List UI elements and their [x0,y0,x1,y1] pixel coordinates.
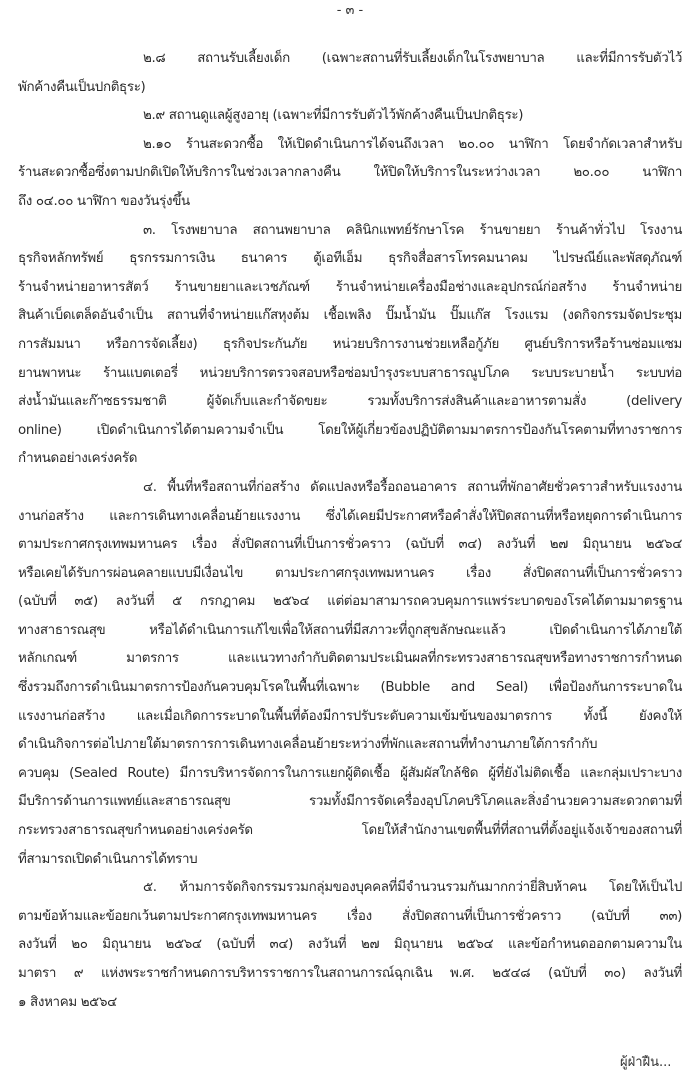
clause-5-line: ลงวันที่ ๒๐ มิถุนายน ๒๕๖๔ (ฉบับที่ ๓๔) ลงวันที่ ๒๗ มิถุนายน ๒๕๖๔ และข้อกำหนดออกตามความใน [18,937,682,953]
clause-4-line: (ฉบับที่ ๓๕) ลงวันที่ ๕ กรกฎาคม ๒๕๖๔ แต่ต่อมาสามารถควบคุมการแพร่ระบาดของโรคได้ตามมาตรฐาน [18,594,682,610]
clause-2-10-line: ถึง ๐๔.๐๐ นาฬิกา ของวันรุ่งขึ้น [18,193,190,209]
clause-4-line: หรือเคยได้รับการผ่อนคลายแบบมีเงื่อนไข ตามประกาศกรุงเทพมหานคร เรื่อง สั่งปิดสถานที่เป็นการชั่วคราว [18,565,682,581]
clause-5-line: มาตรา ๙ แห่งพระราชกำหนดการบริหารราชการในสถานการณ์ฉุกเฉิน พ.ศ. ๒๕๔๘ (ฉบับที่ ๓๐) ลงวันที่ [18,966,682,981]
clause-4-line: มีบริการด้านการแพทย์และสาธารณสุข รวมทั้งมีการจัดเครื่องอุปโภคบริโภคและสิ่งอำนวยความสะดวกตามที่ [18,794,682,810]
page-number: - ๓ - [336,3,364,18]
document-body [18,45,682,1017]
clause-4-line: ซึ่งรวมถึงการดำเนินมาตรการป้องกันควบคุมโรคในพื้นที่เฉพาะ (Bubble and Seal) เพื่อป้องกันการระบาดใน [18,680,682,696]
clause-2-8-line: ๒.๘ สถานรับเลี้ยงเด็ก (เฉพาะสถานที่รับเลี้ยงเด็กในโรงพยาบาล และที่มีการรับตัวไว้ [143,51,682,66]
clause-3-line: สินค้าเบ็ดเตล็ดอันจำเป็น สถานที่จำหน่ายแก๊สหุงต้ม เชื้อเพลิง ปั๊มน้ำมัน ปั๊มแก๊ส โรงแรม (งดกิจกรรมจัดประชุม [18,308,682,324]
clause-3-line: online) เปิดดำเนินการได้ตามความจำเป็น โดยให้ผู้เกี่ยวข้องปฏิบัติตามมาตรการป้องกันโรคตามที่ทางราชการ [18,422,682,438]
clause-3-line: ร้านจำหน่ายอาหารสัตว์ ร้านขายยาและเวชภัณฑ์ ร้านจำหน่ายเครื่องมือช่างและอุปกรณ์ก่อสร้าง ร้านจำหน่าย [18,279,682,295]
clause-3-line: ธุรกิจหลักทรัพย์ ธุรกรรมการเงิน ธนาคาร ตู้เอทีเอ็ม ธุรกิจสื่อสารโทรคมนาคม ไปรษณีย์และพัสดุภัณฑ์ [18,251,682,267]
clause-4-line: ตามประกาศกรุงเทพมหานคร เรื่อง สั่งปิดสถานที่เป็นการชั่วคราว (ฉบับที่ ๓๔) ลงวันที่ ๒๗ มิถุนายน ๒๕๖๔ [18,537,682,553]
clause-2-8-line: พักค้างคืนเป็นปกติธุระ) [18,79,146,95]
clause-5-line: ตามข้อห้ามและข้อยกเว้นตามประกาศกรุงเทพมหานคร เรื่อง สั่งปิดสถานที่เป็นการชั่วคราว (ฉบับที่ ๓๓) [18,908,682,924]
clause-3-line: ส่งน้ำมันและก๊าซธรรมชาติ ผู้จัดเก็บและกำจัดขยะ รวมทั้งบริการส่งสินค้าและอาหารตามสั่ง (delivery [18,394,682,410]
continuation-marker: ผู้ฝ่าฝืน... [620,1055,672,1070]
clause-4-line: ควบคุม (Sealed Route) มีการบริหารจัดการในการแยกผู้ติดเชื้อ ผู้สัมผัสใกล้ชิด ผู้ที่ยังไม่ติดเชื้อ และกลุ่มเปราะบาง [18,765,682,781]
clause-2-10-line: ๒.๑๐ ร้านสะดวกซื้อ ให้เปิดดำเนินการได้จนถึงเวลา ๒๐.๐๐ นาฬิกา โดยจำกัดเวลาสำหรับ [143,136,682,152]
clause-4-line: ๔. พื้นที่หรือสถานที่ก่อสร้าง ดัดแปลงหรือรื้อถอนอาคาร สถานที่พักอาศัยชั่วคราวสำหรับแรงงาน [143,479,682,495]
clause-4-line: หลักเกณฑ์ มาตรการ และแนวทางกำกับติดตามประเมินผลที่กระทรวงสาธารณสุขหรือทางราชการกำหนด [18,651,682,667]
clause-4-line: ที่สามารถเปิดดำเนินการได้ทราบ [18,851,198,867]
clause-3-line: การสัมมนา หรือการจัดเลี้ยง) ธุรกิจประกันภัย หน่วยบริการงานช่วยเหลือกู้ภัย ศูนย์บริการหรือร้านซ่อมแซม [18,336,682,352]
clause-5-line: ๕. ห้ามการจัดกิจกรรมรวมกลุ่มของบุคคลที่มีจำนวนรวมกันมากกว่ายี่สิบห้าคน โดยให้เป็นไป [143,880,682,896]
clause-3-line: กำหนดอย่างเคร่งครัด [18,451,138,467]
clause-5-line: ๑ สิงหาคม ๒๕๖๔ [18,994,117,1010]
clause-4-line: ทางสาธารณสุข หรือได้ดำเนินการแก้ไขเพื่อให้สถานที่มีสภาวะที่ถูกสุขลักษณะแล้ว เปิดดำเนินการได้ภายใต้ [18,622,682,638]
clause-2-10-line: ร้านสะดวกซื้อซึ่งตามปกติเปิดให้บริการในช่วงเวลากลางคืน ให้ปิดให้บริการในระหว่างเวลา ๒๐.๐๐ นาฬิกา [18,165,682,181]
clause-4-line: แรงงานก่อสร้าง และเมื่อเกิดการระบาดในพื้นที่ต้องมีการปรับระดับความเข้มข้นของมาตรการ ทั้งนี้ ยังคงให้ [18,708,682,724]
clause-4-line: งานก่อสร้าง และการเดินทางเคลื่อนย้ายแรงงาน ซึ่งได้เคยมีประกาศหรือคำสั่งให้ปิดสถานที่หรือหยุดการดำเนินการ [18,508,682,524]
clause-4-line: ดำเนินกิจการต่อไปภายใต้มาตรการการเดินทางเคลื่อนย้ายระหว่างที่พักและสถานที่ทำงานภายใต้การกำกับ [18,737,598,753]
clause-4-line: กระทรวงสาธารณสุขกำหนดอย่างเคร่งครัด โดยให้สำนักงานเขตพื้นที่ที่สถานที่ตั้งอยู่แจ้งเจ้าของสถานที่ [18,823,682,839]
clause-3-line: ๓. โรงพยาบาล สถานพยาบาล คลินิกแพทย์รักษาโรค ร้านขายยา ร้านค้าทั่วไป โรงงาน [143,222,682,238]
clause-2-9-line: ๒.๙ สถานดูแลผู้สูงอายุ (เฉพาะที่มีการรับตัวไว้พักค้างคืนเป็นปกติธุระ) [143,108,524,124]
clause-3-line: ยานพาหนะ ร้านแบตเตอรี่ หน่วยบริการตรวจสอบหรือซ่อมบำรุงระบบสาธารณูปโภค ระบบระบายน้ำ ระบบท่อ [18,365,682,381]
